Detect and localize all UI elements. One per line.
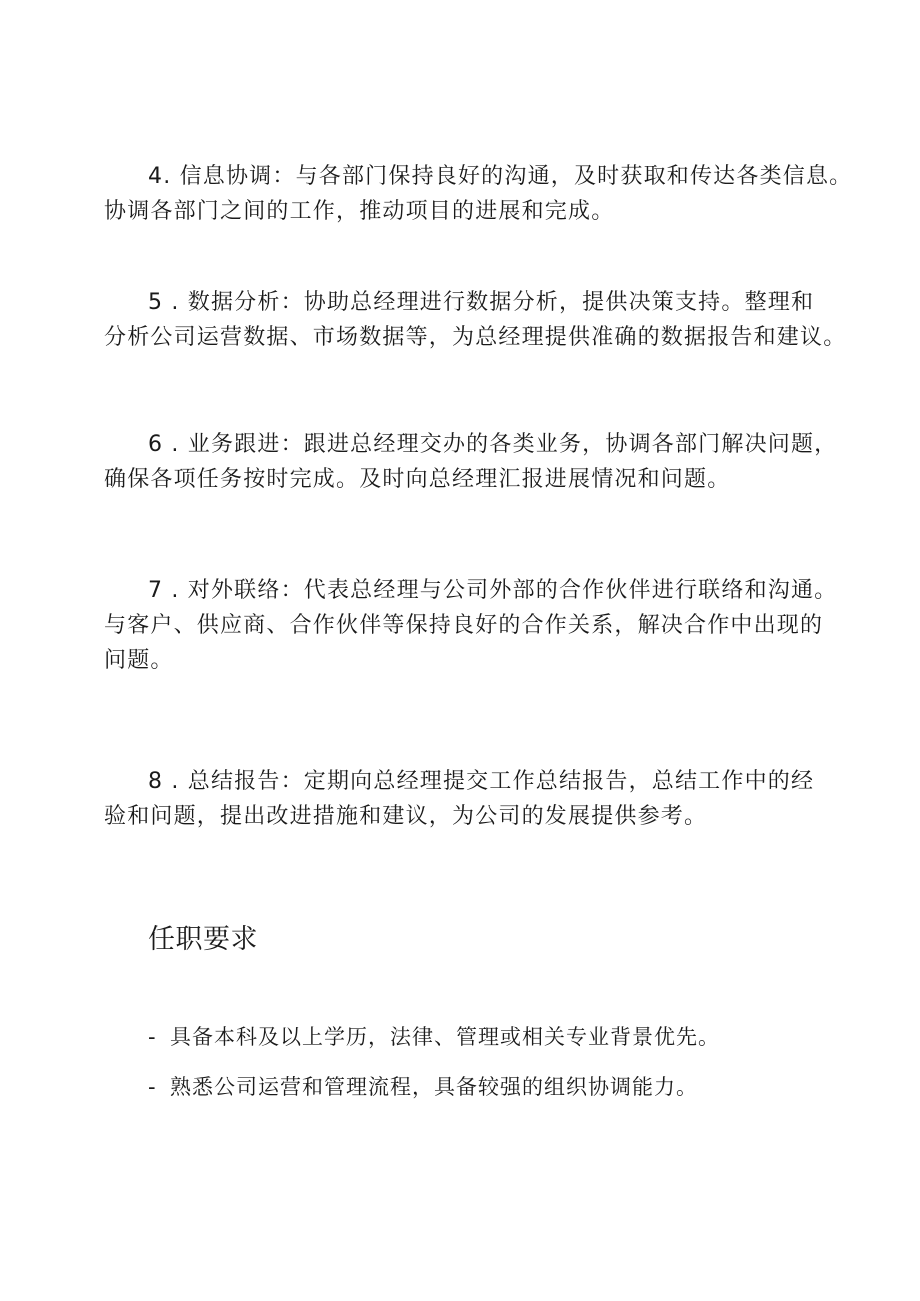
- requirement-text: 熟悉公司运营和管理流程，具备较强的组织协调能力。: [170, 1075, 698, 1099]
- paragraph-line: 6 . 业务跟进：跟进总经理交办的各类业务，协调各部门解决问题，: [148, 432, 838, 457]
- requirement-text: 具备本科及以上学历，法律、管理或相关专业背景优先。: [170, 1025, 720, 1049]
- paragraph-line: 5 . 数据分析：协助总经理进行数据分析，提供决策支持。整理和: [148, 290, 815, 315]
- duty-paragraph-7: [104, 573, 838, 678]
- requirement-item: [148, 1071, 698, 1103]
- paragraph-line: 确保各项任务按时完成。及时向总经理汇报进展情况和问题。: [104, 467, 731, 492]
- paragraph-line: 7 . 对外联络：代表总经理与公司外部的合作伙伴进行联络和沟通。: [148, 578, 838, 603]
- paragraph-line: 8 . 总结报告：定期向总经理提交工作总结报告，总结工作中的经: [148, 769, 815, 794]
- paragraph-line: 与客户、供应商、合作伙伴等保持良好的合作关系，解决合作中出现的: [104, 613, 824, 638]
- section-title-requirements: 任职要求: [148, 924, 258, 955]
- paragraph-line: 协调各部门之间的工作，推动项目的进展和完成。: [104, 199, 615, 224]
- duty-paragraph-8: [104, 764, 832, 834]
- duty-paragraph-5: [104, 285, 847, 355]
- paragraph-line: 分析公司运营数据、市场数据等，为总经理提供准确的数据报告和建议。: [104, 325, 847, 350]
- paragraph-line: 问题。: [104, 648, 174, 673]
- duty-paragraph-6: [104, 427, 838, 497]
- bullet-dash: -: [148, 1025, 157, 1049]
- duty-paragraph-4: [104, 159, 853, 229]
- paragraph-line: 验和问题，提出改进措施和建议，为公司的发展提供参考。: [104, 804, 708, 829]
- requirement-item: [148, 1021, 720, 1053]
- paragraph-line: 4. 信息协调：与各部门保持良好的沟通，及时获取和传达各类信息。: [148, 164, 853, 189]
- bullet-dash: -: [148, 1075, 157, 1099]
